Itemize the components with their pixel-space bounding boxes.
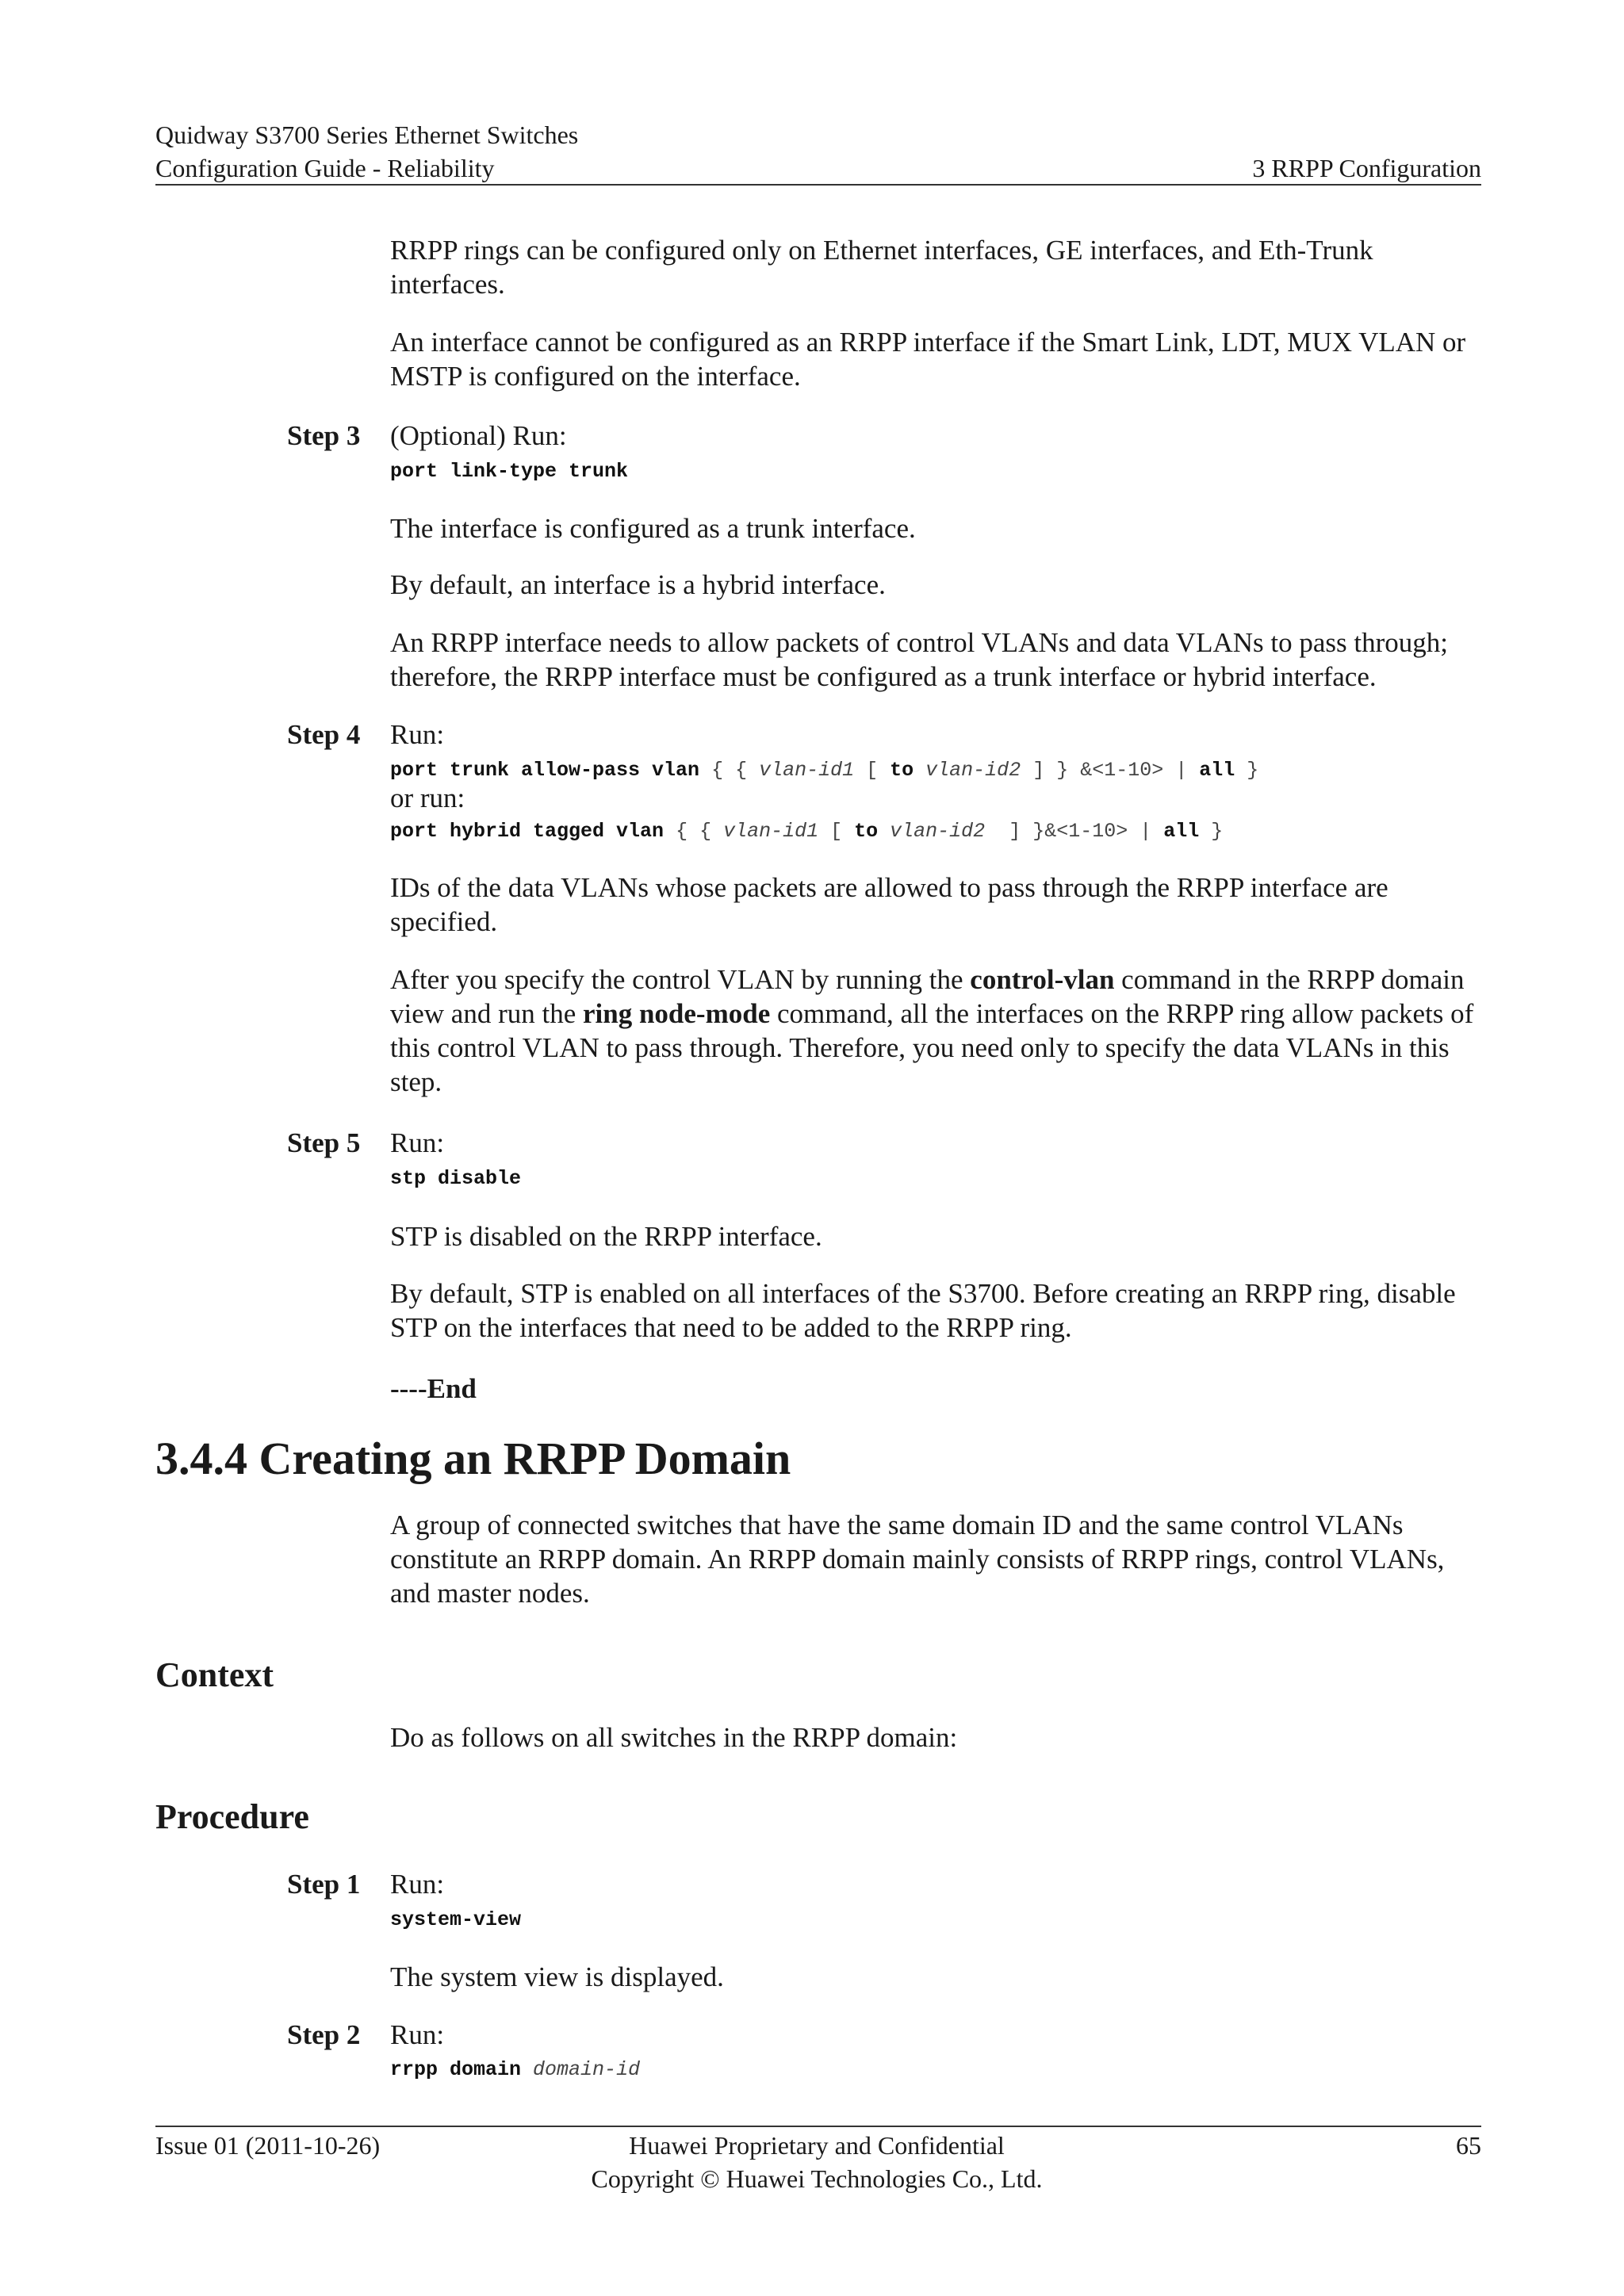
section-title: 3.4.4 Creating an RRPP Domain [155,1433,791,1484]
step-3-command: port link-type trunk [390,460,629,483]
step-4-run: Run: [390,719,445,750]
proc-step-1-command: system-view [390,1908,522,1931]
step-3-desc-1: The interface is configured as a trunk interface. [390,513,916,544]
step-3-label: Step 3 [287,420,361,451]
step-4-desc-1: IDs of the data VLANs whose packets are allowed to pass through the RRPP interface are specified. [390,872,1388,937]
procedure-heading: Procedure [155,1797,309,1836]
proc-step-2-run: Run: [390,2019,445,2050]
context-text: Do as follows on all switches in the RRPP domain: [390,1722,958,1753]
step-5-command: stp disable [390,1167,522,1190]
step-5-run: Run: [390,1127,445,1158]
step-4-command-hybrid: port hybrid tagged vlan { { vlan-id1 [ to vlan-id2 ] }&<1-10> | all } [390,820,1224,843]
section-intro: A group of connected switches that have the same domain ID and the same control VLANs constitute an RRPP domain. An RRPP domain mainly consists of RRPP rings, control VLANs, and master nodes. [390,1510,1445,1609]
footer-issue: Issue 01 (2011-10-26) [155,2131,381,2160]
context-heading: Context [155,1655,274,1694]
step-5-label: Step 5 [287,1127,361,1158]
footer-page-number: 65 [1456,2131,1481,2160]
step-4-or-run: or run: [390,783,465,813]
step-4-desc-2: After you specify the control VLAN by running the control-vlan command in the RRPP domain view and run the ring node-mode command, all the interfaces on the RRPP ring allow packets of this control VLAN to pass through. Therefore, you need only to specify the data VLANs in this step. [390,964,1474,1097]
footer-copyright: Copyright © Huawei Technologies Co., Ltd. [591,2164,1043,2193]
proc-step-2-command: rrpp domain domain-id [390,2058,641,2081]
footer-rule [155,2126,1481,2127]
proc-step-1-desc: The system view is displayed. [390,1961,724,1992]
end-marker: ----End [390,1373,477,1404]
footer-proprietary: Huawei Proprietary and Confidential [629,2131,1005,2160]
step-5-desc-1: STP is disabled on the RRPP interface. [390,1221,822,1252]
header-guide: Configuration Guide - Reliability [155,154,495,182]
paragraph-restriction: An interface cannot be configured as an RRPP interface if the Smart Link, LDT, MUX VLAN or MSTP is configured on the interface. [390,327,1466,392]
proc-step-1-run: Run: [390,1869,445,1900]
proc-step-1-label: Step 1 [287,1869,361,1900]
step-4-label: Step 4 [287,719,361,750]
header-rule [155,184,1481,186]
step-3-desc-2: By default, an interface is a hybrid interface. [390,569,886,600]
paragraph-interfaces: RRPP rings can be configured only on Ethernet interfaces, GE interfaces, and Eth-Trunk interfaces. [390,235,1373,300]
step-3-run: (Optional) Run: [390,420,567,451]
step-4-command-trunk: port trunk allow-pass vlan { { vlan-id1 [ to vlan-id2 ] } &<1-10> | all } [390,759,1259,782]
header-chapter: 3 RRPP Configuration [1252,154,1481,182]
step-3-desc-3: An RRPP interface needs to allow packets of control VLANs and data VLANs to pass through; therefore, the RRPP interface must be configured as a trunk interface or hybrid interface. [390,627,1448,692]
proc-step-2-label: Step 2 [287,2019,361,2050]
step-5-desc-2: By default, STP is enabled on all interfaces of the S3700. Before creating an RRPP ring, disable STP on the interfaces that need to be added to the RRPP ring. [390,1278,1456,1343]
header-product: Quidway S3700 Series Ethernet Switches [155,121,579,149]
